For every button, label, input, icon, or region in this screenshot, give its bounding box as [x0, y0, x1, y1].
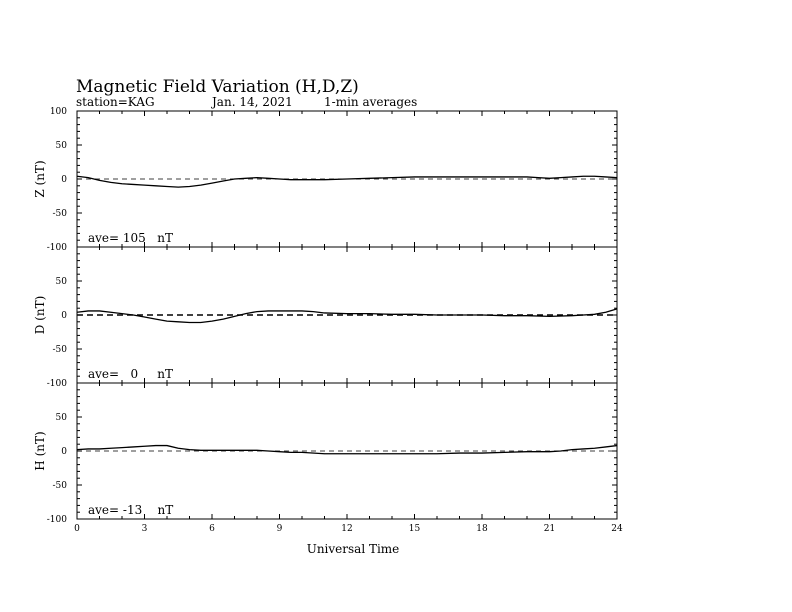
- x-tick-label: 18: [476, 524, 488, 534]
- y-tick-label: 0: [61, 447, 67, 457]
- y-tick-label: 100: [49, 107, 67, 117]
- series-line-z: [77, 176, 617, 187]
- y-tick-label: -50: [52, 209, 67, 219]
- y-tick-label: -100: [46, 379, 67, 389]
- series-line-h: [77, 446, 617, 454]
- average-label-h: ave= -13 nT: [88, 503, 174, 517]
- x-tick-label: 0: [74, 524, 80, 534]
- average-label-z: ave= 105 nT: [88, 231, 173, 245]
- y-tick-label: 0: [61, 311, 67, 321]
- panels-group: [33, 107, 623, 534]
- y-tick-label: -100: [46, 243, 67, 253]
- y-tick-label: -50: [52, 345, 67, 355]
- y-tick-label: 50: [55, 141, 67, 151]
- y-tick-label: 0: [61, 175, 67, 185]
- x-tick-label: 21: [543, 524, 556, 534]
- averaging-label: 1-min averages: [324, 95, 418, 109]
- y-tick-label: -100: [46, 515, 67, 525]
- y-tick-label: 50: [55, 277, 67, 287]
- panel-d: [33, 247, 617, 389]
- station-label: station=KAG: [76, 95, 155, 109]
- x-tick-label: 3: [141, 524, 148, 534]
- panel-z: [33, 107, 617, 253]
- x-tick-label: 24: [611, 524, 623, 534]
- panel-h: [33, 383, 617, 525]
- average-label-d: ave= 0 nT: [88, 367, 173, 381]
- x-axis-label: Universal Time: [306, 542, 400, 556]
- chart-title: Magnetic Field Variation (H,D,Z): [76, 77, 359, 97]
- y-axis-label-d: D (nT): [33, 295, 47, 335]
- x-tick-label: 9: [276, 524, 283, 534]
- y-axis-label-h: H (nT): [33, 431, 47, 471]
- y-tick-label: -50: [52, 481, 67, 491]
- x-tick-label: 6: [209, 524, 215, 534]
- date-label: Jan. 14, 2021: [212, 95, 293, 109]
- x-tick-label: 12: [341, 524, 353, 534]
- x-tick-label: 15: [408, 524, 421, 534]
- y-tick-label: 50: [55, 413, 67, 423]
- y-axis-label-z: Z (nT): [33, 160, 47, 198]
